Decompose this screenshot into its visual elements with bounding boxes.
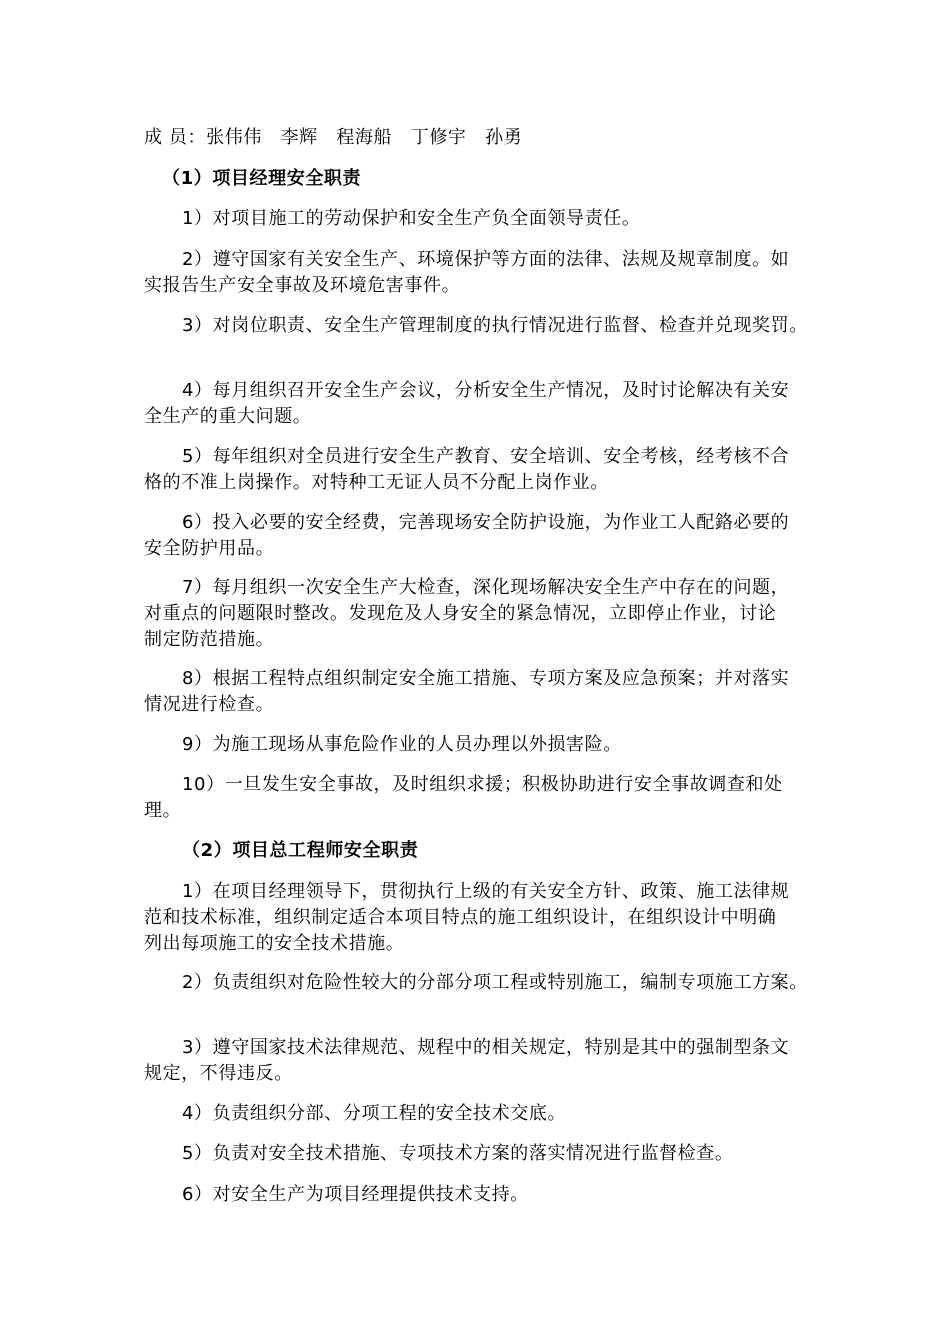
paragraph-line: 制定防范措施。 — [144, 629, 275, 650]
paragraph-line: 9）为施工现场从事危险作业的人员办理以外损害险。 — [182, 734, 622, 755]
section1-item-3 — [144, 313, 812, 339]
paragraph-line: 7）每月组织一次安全生产大检查，深化现场解决安全生产中存在的问题， — [182, 577, 790, 598]
section1-item-2 — [144, 247, 812, 299]
paragraph-line: 列出每项施工的安全技术措施。 — [144, 933, 405, 954]
section1-heading: （1）项目经理安全职责 — [162, 168, 362, 189]
section2-item-3 — [144, 1035, 812, 1087]
paragraph-line: 格的不准上岗操作。对特种工无证人员不分配上岗作业。 — [144, 472, 609, 493]
section1-item-9 — [144, 732, 812, 758]
section1-item-10 — [144, 772, 812, 824]
paragraph-line: 4）负责组织分部、分项工程的安全技术交底。 — [182, 1103, 567, 1124]
section1-item-5 — [144, 444, 812, 496]
paragraph-line: 2）负责组织对危险性较大的分部分项工程或特别施工，编制专项施工方案。 — [182, 972, 808, 993]
paragraph-line: 8）根据工程特点组织制定安全施工措施、专项方案及应急预案；并对落实 — [182, 668, 790, 689]
paragraph-line: 6）投入必要的安全经费，完善现场安全防护设施，为作业工人配鉻必要的 — [182, 512, 790, 533]
paragraph-line: 6）对安全生产为项目经理提供技术支持。 — [182, 1184, 529, 1205]
section1-item-6 — [144, 510, 812, 562]
section1-item-1 — [144, 206, 812, 232]
paragraph-line: 1）对项目施工的劳动保护和安全生产负全面领导责任。 — [182, 208, 641, 229]
section1-item-8 — [144, 666, 812, 718]
section2-item-2 — [144, 970, 812, 996]
paragraph-line: 10）一旦发生安全事故，及时组织求援；积极协助进行安全事故调查和处 — [182, 774, 783, 795]
section1-item-7 — [144, 575, 812, 653]
section2-item-5 — [144, 1141, 812, 1167]
paragraph-line: 对重点的问题限时整改。发现危及人身安全的紧急情况，立即停止作业，讨论 — [144, 603, 777, 624]
paragraph-line: 范和技术标准，组织制定适合本项目特点的施工组织设计，在组织设计中明确 — [144, 907, 777, 928]
paragraph-line: 3）遵守国家技术法律规范、规程中的相关规定，特别是其中的强制型条文 — [182, 1037, 790, 1058]
paragraph-line: 5）每年组织对全员进行安全生产教育、安全培训、安全考核，经考核不合 — [182, 446, 790, 467]
paragraph-line: 3）对岗位职责、安全生产管理制度的执行情况进行监督、检查并兑现奖罚。 — [182, 315, 808, 336]
section2-heading: （2）项目总工程师安全职责 — [182, 840, 419, 861]
paragraph-line: 1）在项目经理领导下，贯彻执行上级的有关安全方针、政策、施工法律规 — [182, 881, 790, 902]
paragraph-line: 2）遵守国家有关安全生产、环境保护等方面的法律、法规及规章制度。如 — [182, 249, 790, 270]
paragraph-line: 理。 — [144, 800, 182, 821]
paragraph-line: 5）负责对安全技术措施、专项技术方案的落实情况进行监督检查。 — [182, 1143, 734, 1164]
paragraph-line: 安全防护用品。 — [144, 538, 275, 559]
members-line: 成 员：张伟伟 李辉 程海船 丁修宇 孙勇 — [144, 127, 523, 148]
paragraph-line: 全生产的重大问题。 — [144, 406, 312, 427]
section2-item-6 — [144, 1182, 812, 1208]
paragraph-line: 4）每月组织召开安全生产会议，分析安全生产情况，及时讨论解决有关安 — [182, 380, 790, 401]
section1-item-4 — [144, 378, 812, 430]
paragraph-line: 规定，不得违反。 — [144, 1063, 293, 1084]
paragraph-line: 实报告生产安全事故及环境危害事件。 — [144, 275, 461, 296]
section2-item-4 — [144, 1101, 812, 1127]
paragraph-line: 情况进行检查。 — [144, 694, 275, 715]
section2-item-1 — [144, 879, 812, 957]
